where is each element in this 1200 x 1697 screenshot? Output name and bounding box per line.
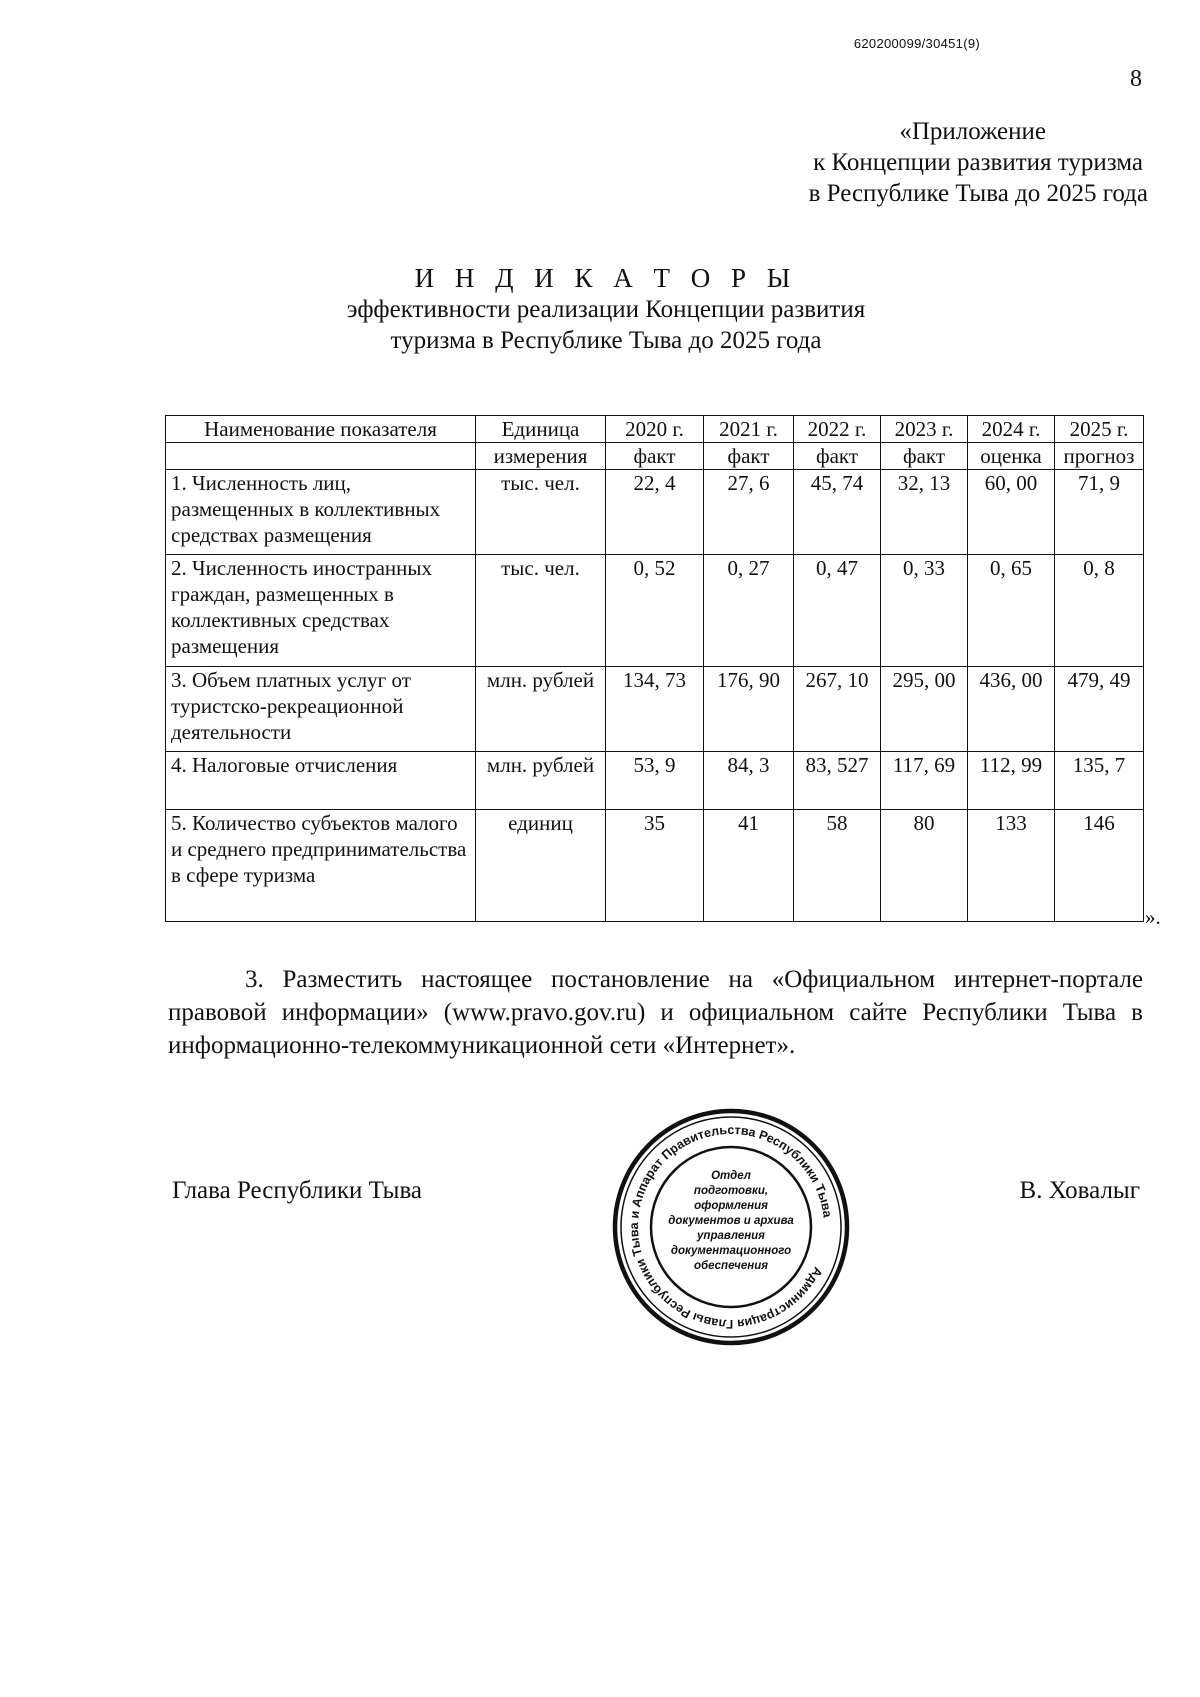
document-id: 620200099/30451(9) — [853, 36, 980, 51]
value-cell: 135, 7 — [1055, 752, 1144, 810]
unit-cell: тыс. чел. — [476, 470, 606, 555]
seal-center-line: управления — [697, 1230, 765, 1242]
value-cell: 58 — [794, 810, 881, 922]
value-cell: 295, 00 — [881, 667, 968, 752]
table-header-row-2 — [166, 443, 1144, 470]
header-cell: прогноз — [1055, 443, 1144, 470]
unit-cell: единиц — [476, 810, 606, 922]
unit-cell: тыс. чел. — [476, 555, 606, 667]
indicator-name: 5. Количество субъектов малого и среднего предпринимательства в сфере туризма — [166, 810, 476, 922]
seal-center-line: документов и архива — [668, 1215, 794, 1227]
header-cell: 2025 г. — [1055, 416, 1144, 443]
header-cell: 2023 г. — [881, 416, 968, 443]
table-row — [166, 810, 1144, 922]
indicators-table — [165, 415, 1144, 922]
header-cell: 2021 г. — [704, 416, 794, 443]
value-cell: 32, 13 — [881, 470, 968, 555]
seal-center-line: документационного — [670, 1245, 792, 1257]
value-cell: 22, 4 — [606, 470, 704, 555]
header-cell — [166, 443, 476, 470]
table-row — [166, 667, 1144, 752]
value-cell: 84, 3 — [704, 752, 794, 810]
appendix-note — [809, 116, 1148, 209]
unit-cell: млн. рублей — [476, 667, 606, 752]
value-cell: 53, 9 — [606, 752, 704, 810]
value-cell: 112, 99 — [968, 752, 1055, 810]
header-cell: 2022 г. — [794, 416, 881, 443]
value-cell: 133 — [968, 810, 1055, 922]
value-cell: 0, 52 — [606, 555, 704, 667]
header-cell: факт — [881, 443, 968, 470]
value-cell: 41 — [704, 810, 794, 922]
value-cell: 146 — [1055, 810, 1144, 922]
header-cell: Наименование показателя — [166, 416, 476, 443]
signatory-name: В. Ховалыг — [1019, 1177, 1140, 1204]
indicators-subtitle-line-1: эффективности реализации Концепции развития — [346, 296, 866, 323]
header-cell: измерения — [476, 443, 606, 470]
appendix-line-3: в Республике Тыва до 2025 года — [808, 180, 1148, 207]
seal-center-line: подготовки, — [693, 1185, 769, 1197]
indicator-name: 4. Налоговые отчисления — [166, 752, 476, 810]
signatory-title: Глава Республики Тыва — [172, 1177, 423, 1204]
indicators-title: И Н Д И К А Т О Р Ы — [414, 263, 798, 293]
table-row — [166, 470, 1144, 555]
value-cell: 45, 74 — [794, 470, 881, 555]
value-cell: 436, 00 — [968, 667, 1055, 752]
header-cell: 2024 г. — [968, 416, 1055, 443]
page-number: 8 — [1130, 66, 1142, 92]
value-cell: 134, 73 — [606, 667, 704, 752]
table-header-row-1 — [166, 416, 1144, 443]
seal-center-line: Отдел — [711, 1170, 751, 1182]
official-seal — [611, 1107, 851, 1347]
value-cell: 0, 8 — [1055, 555, 1144, 667]
header-cell: 2020 г. — [606, 416, 704, 443]
resolution-paragraph: 3. Разместить настоящее постановление на «Официальном интернет-портале правовой информации» (www.pravo.gov.ru) и официальном сайте Республики Тыва в информационно-телекоммуникационной сети «Интернет». — [168, 966, 1143, 1059]
table-row — [166, 752, 1144, 810]
indicator-name: 2. Численность иностранных граждан, размещенных в коллективных средствах размещения — [166, 555, 476, 667]
indicators-subtitle-line-2: туризма в Республике Тыва до 2025 года — [390, 327, 822, 354]
unit-cell: млн. рублей — [476, 752, 606, 810]
value-cell: 0, 27 — [704, 555, 794, 667]
value-cell: 479, 49 — [1055, 667, 1144, 752]
table-row — [166, 555, 1144, 667]
value-cell: 117, 69 — [881, 752, 968, 810]
appendix-line-2: к Концепции развития туризма — [813, 149, 1143, 176]
indicator-name: 1. Численность лиц, размещенных в коллективных средствах размещения — [166, 470, 476, 555]
seal-ring-text: Администрация Главы Республики Тыва и Аппарат Правительства Республики Тыва — [626, 1122, 835, 1332]
value-cell: 71, 9 — [1055, 470, 1144, 555]
value-cell: 60, 00 — [968, 470, 1055, 555]
value-cell: 0, 47 — [794, 555, 881, 667]
closing-quote: ». — [1145, 905, 1161, 929]
indicator-name: 3. Объем платных услуг от туристско-рекреационной деятельности — [166, 667, 476, 752]
seal-center-line: обеспечения — [693, 1260, 769, 1272]
seal-center-line: оформления — [694, 1200, 768, 1212]
appendix-line-1: «Приложение — [899, 118, 1046, 145]
value-cell: 0, 33 — [881, 555, 968, 667]
value-cell: 267, 10 — [794, 667, 881, 752]
value-cell: 27, 6 — [704, 470, 794, 555]
value-cell: 80 — [881, 810, 968, 922]
value-cell: 176, 90 — [704, 667, 794, 752]
header-cell: Единица — [476, 416, 606, 443]
header-cell: факт — [704, 443, 794, 470]
header-cell: факт — [606, 443, 704, 470]
header-cell: факт — [794, 443, 881, 470]
value-cell: 35 — [606, 810, 704, 922]
header-cell: оценка — [968, 443, 1055, 470]
value-cell: 83, 527 — [794, 752, 881, 810]
value-cell: 0, 65 — [968, 555, 1055, 667]
